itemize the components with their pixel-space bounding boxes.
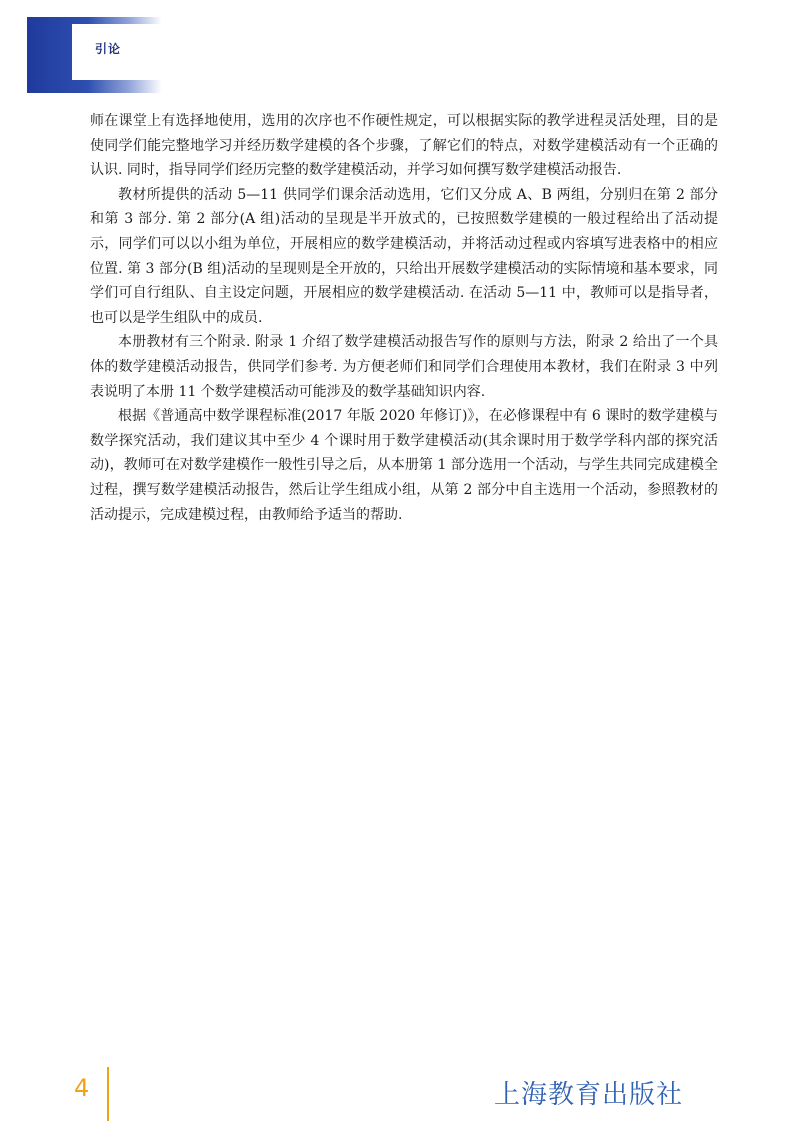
paragraph: 根据《普通高中数学课程标准(2017 年版 2020 年修订)》，在必修课程中有 6 课时的数学建模与数学探究活动，我们建议其中至少 4 个课时用于数学建模活动(其余课时用于数学学科内部的探究活动)，教师可在对数学建模作一般性引导之后，从本册第 1 部分选用一个活动，与学生共同完成建模全过程，撰写数学建模活动报告，然后让学生组成小组，从第 2 部分中自主选用一个活动，参照教材的活动提示，完成建模过程，由教师给予适当的帮助. <box>90 408 718 523</box>
footer-divider <box>107 1067 109 1121</box>
body-text <box>90 109 718 527</box>
paragraph: 本册教材有三个附录. 附录 1 介绍了数学建模活动报告写作的原则与方法，附录 2 给出了一个具体的数学建模活动报告，供同学们参考. 为方便老师们和同学们合理使用本教材，我们在附录 3 中列表说明了本册 11 个数学建模活动可能涉及的数学基础知识内容. <box>90 334 718 400</box>
paragraph: 教材所提供的活动 5—11 供同学们课余活动选用，它们又分成 A、B 两组，分别归在第 2 部分和第 3 部分. 第 2 部分(A 组)活动的呈现是半开放式的，已按照数学建模的一般过程给出了活动提示，同学们可以以小组为单位，开展相应的数学建模活动，并将活动过程或内容填写进表格中的相应位置. 第 3 部分(B 组)活动的呈现则是全开放的，只给出开展数学建模活动的实际情境和基本要求，同学们可自行组队、自主设定问题，开展相应的数学建模活动. 在活动 5—11 中，教师可以是指导者，也可以是学生组队中的成员. <box>90 186 718 326</box>
section-title: 引论 <box>95 42 122 56</box>
publisher-name: 上海教育出版社 <box>494 1080 684 1110</box>
page-number: 4 <box>74 1074 90 1102</box>
paragraph: 师在课堂上有选择地使用，选用的次序也不作硬性规定，可以根据实际的教学进程灵活处理，目的是使同学们能完整地学习并经历数学建模的各个步骤，了解它们的特点，对数学建模活动有一个正确的认识. 同时，指导同学们经历完整的数学建模活动，并学习如何撰写数学建模活动报告. <box>90 113 718 179</box>
